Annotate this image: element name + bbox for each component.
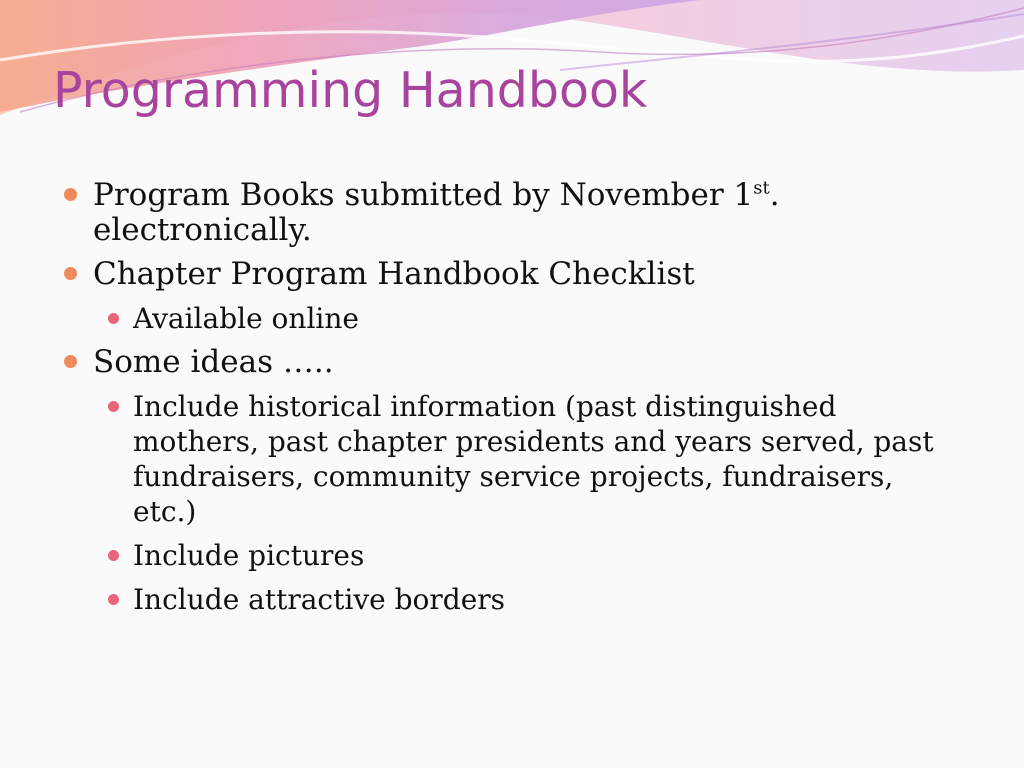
bullet-icon xyxy=(64,355,77,368)
sub-list-item-historical-info xyxy=(62,389,962,529)
sub-list-item-pictures xyxy=(62,538,962,573)
list-item-program-books xyxy=(62,178,962,248)
sub-bullet-icon xyxy=(108,313,119,324)
sub-bullet-icon xyxy=(108,550,119,561)
sub-bullet-icon xyxy=(108,401,119,412)
sub-list-item-borders xyxy=(62,582,962,617)
bullet-icon xyxy=(64,267,77,280)
list-item-text: Include historical information (past distinguished mothers, past chapter presidents and years served, past fundraisers, community service projects, fundraisers, etc.) xyxy=(133,390,934,528)
bullet-list xyxy=(62,178,962,626)
list-item-text: Include attractive borders xyxy=(133,583,506,616)
sub-list-item-available-online xyxy=(62,301,962,336)
list-item-text: Program Books submitted by November 1st. electronically. xyxy=(93,177,780,248)
superscript: st xyxy=(753,177,770,199)
sub-bullet-icon xyxy=(108,594,119,605)
list-item-text: Chapter Program Handbook Checklist xyxy=(93,256,695,292)
list-item-text: Include pictures xyxy=(133,539,365,572)
list-item-checklist xyxy=(62,257,962,292)
slide-title: Programming Handbook xyxy=(53,62,648,119)
bullet-icon xyxy=(64,188,77,201)
list-item-some-ideas xyxy=(62,345,962,380)
list-item-text: Available online xyxy=(133,302,359,335)
list-item-text: Some ideas ….. xyxy=(93,344,334,380)
